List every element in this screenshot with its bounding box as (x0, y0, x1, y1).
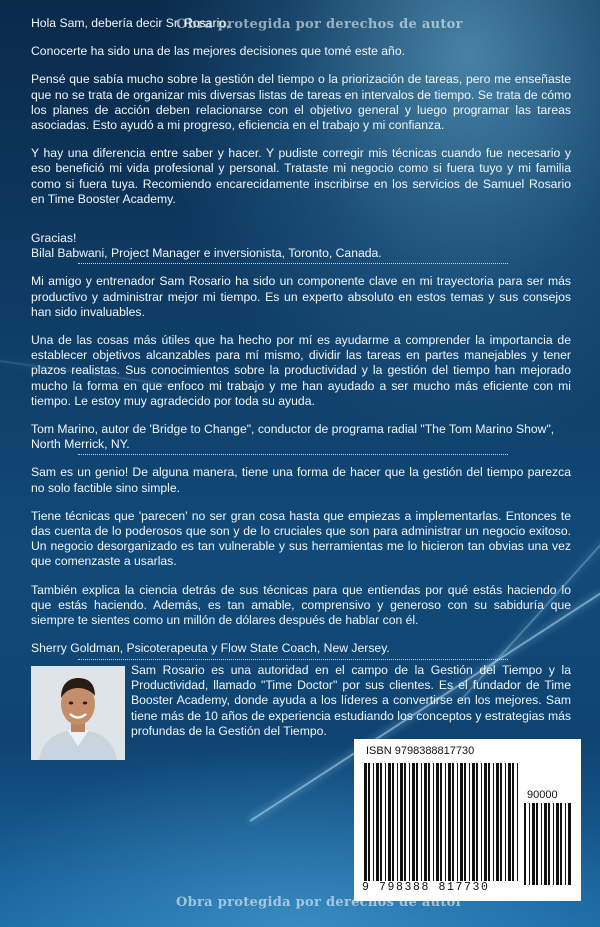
barcode-bar (472, 763, 475, 881)
barcode-bar (560, 803, 562, 885)
barcode-bar (416, 763, 418, 881)
barcode-digits: 9 798388 817730 (362, 881, 490, 894)
barcode-bar (385, 763, 386, 881)
separator (78, 454, 508, 455)
barcode-bar (428, 763, 430, 881)
watermark-top: Obra protegida por derechos de autor (176, 17, 463, 32)
barcode-bar (548, 803, 550, 885)
barcode-bar (452, 763, 454, 881)
barcode-bar (373, 763, 374, 881)
barcode-bar (409, 763, 410, 881)
author-portrait-icon (31, 666, 125, 760)
testimonial-2-author: Tom Marino, autor de 'Bridge to Change", conductor de programa radial "The Tom Marino Show", North Merrick, NY. (31, 422, 555, 452)
testimonial-3-paragraph: También explica la ciencia detrás de sus técnicas para que entiendas por qué estás haciendo lo que estás haciendo. Además, es tan amable, comprensivo y generoso con su sabiduría que siempre te sientes como un millón de dólares después de hablar con él. (31, 582, 571, 628)
barcode-bar (484, 763, 487, 881)
barcode-bar (481, 763, 482, 881)
barcode-bar (500, 763, 502, 881)
barcode-bar (536, 803, 538, 885)
barcode-bar (460, 763, 463, 881)
barcode-price (522, 803, 574, 885)
barcode-bar (448, 763, 451, 881)
barcode-panel (354, 739, 581, 901)
testimonial-3-author: Sherry Goldman, Psicoterapeuta y Flow State Coach, New Jersey. (31, 641, 390, 656)
separator (78, 659, 508, 660)
barcode-bar (404, 763, 406, 881)
testimonial-1-paragraph: Pensé que sabía mucho sobre la gestión del tiempo o la priorización de tareas, pero me enseñaste que no se trata de organizar mis diversas listas de tareas en intervalos de tiempo. Se trata de cómo los planes de acción deben relacionarse con el objetivo general y luego programar las tareas asociadas. Esto ayudó a mi progreso, eficiencia en el trabajo y mi confianza. (31, 72, 571, 133)
testimonials (31, 16, 571, 670)
barcode-bar (556, 803, 559, 885)
barcode-bar (488, 763, 490, 881)
barcode-bar (512, 763, 514, 881)
barcode-bar (505, 763, 506, 881)
barcode-bar (376, 763, 379, 881)
barcode-bar (436, 763, 439, 881)
barcode-bar (397, 763, 398, 881)
barcode-bar (424, 763, 427, 881)
isbn-label: ISBN 9798388817730 (366, 745, 475, 757)
price-code: 90000 (527, 789, 558, 801)
barcode-bar (541, 803, 542, 885)
barcode-bar (392, 763, 394, 881)
testimonial-3-paragraph: Tiene técnicas que 'parecen' no ser gran cosa hasta que empiezas a implementarlas. Entonces te das cuenta de lo poderosos que son y de lo cruciales que son para administrar un negocio exitoso. Un negocio desorganizado es tan vulnerable y sus herramientas me lo hicieron tan obvias una vez que comenzaste a usarlas. (31, 508, 571, 569)
testimonial-2-paragraph: Una de las cosas más útiles que ha hecho por mí es ayudarme a comprender la importancia de establecer objetivos alcanzables para mí mismo, dividir las tareas en partes manejables y tener plazos realistas. Sus conocimientos sobre la productividad y la gestión del tiempo han mejorado mucho la forma en que enfoco mi trabajo y me han ayudado a ser mucho más eficiente con mi tiempo. Le estoy muy agradecido por toda su ayuda. (31, 333, 571, 408)
barcode-bar (440, 763, 442, 881)
barcode-bar (532, 803, 535, 885)
barcode-bar (457, 763, 458, 881)
barcode-main (362, 763, 522, 881)
testimonial-1-greeting: Hola Sam, debería decir Sr. Rosario, (31, 16, 230, 30)
barcode-bar (496, 763, 499, 881)
watermark-bottom: Obra protegida por derechos de autor (176, 895, 463, 910)
barcode-bar (421, 763, 422, 881)
barcode-bar (412, 763, 415, 881)
testimonial-1-author: Bilal Babwani, Project Manager e inversionista, Toronto, Canada. (31, 246, 382, 261)
barcode-bar (464, 763, 466, 881)
barcode-bar (517, 763, 518, 881)
testimonial-1-paragraph: Y hay una diferencia entre saber y hacer. Y pudiste corregir mis técnicas cuando fue necesario y eso benefició mi vida profesional y personal. Trataste mi negocio como si fuera tuyo y mi familia como si fuera tuya. Recomiendo encarecidamente inscribirse en los servicios de Samuel Rosario en Time Booster Academy. (31, 146, 571, 206)
barcode-bar (368, 763, 370, 881)
barcode-bar (529, 803, 530, 885)
testimonial-3-paragraph: Sam es un genio! De alguna manera, tiene una forma de hacer que la gestión del tiempo parezca no solo factible sino simple. (31, 465, 571, 495)
barcode-bar (469, 763, 470, 881)
barcode-bar (544, 803, 547, 885)
barcode-bar (508, 763, 511, 881)
testimonial-1-closing: Gracias! (31, 231, 77, 246)
barcode-bar (565, 803, 566, 885)
testimonial-2-paragraph: Mi amigo y entrenador Sam Rosario ha sido un componente clave en mi trayectoria para ser más productivo y administrar mejor mi tiempo. Es un experto absoluto en estos temas y sus consejos han sido invaluables. (31, 274, 571, 319)
barcode-bar (388, 763, 391, 881)
author-photo (31, 666, 125, 760)
barcode-bar (445, 763, 446, 881)
barcode-bar (433, 763, 434, 881)
barcode-bar (364, 763, 367, 881)
barcode-bar (553, 803, 554, 885)
barcode-bar (400, 763, 403, 881)
barcode-bar (476, 763, 478, 881)
separator (78, 263, 508, 264)
author-bio: Sam Rosario es una autoridad en el campo de la Gestión del Tiempo y la Productividad, llamado "Time Doctor" por sus clientes. Es el fundador de Time Booster Academy, donde ayuda a los líderes a convertirse en los mejores. Sam tiene más de 10 años de experiencia estudiando los conceptos y estrategias más profundas de la Gestión del Tiempo. (131, 663, 571, 738)
barcode-bar (568, 803, 571, 885)
barcode-bar (524, 803, 526, 885)
barcode-bar (380, 763, 382, 881)
testimonial-1-paragraph: Conocerte ha sido una de las mejores decisiones que tomé este año. (31, 44, 405, 59)
barcode-bar (493, 763, 494, 881)
